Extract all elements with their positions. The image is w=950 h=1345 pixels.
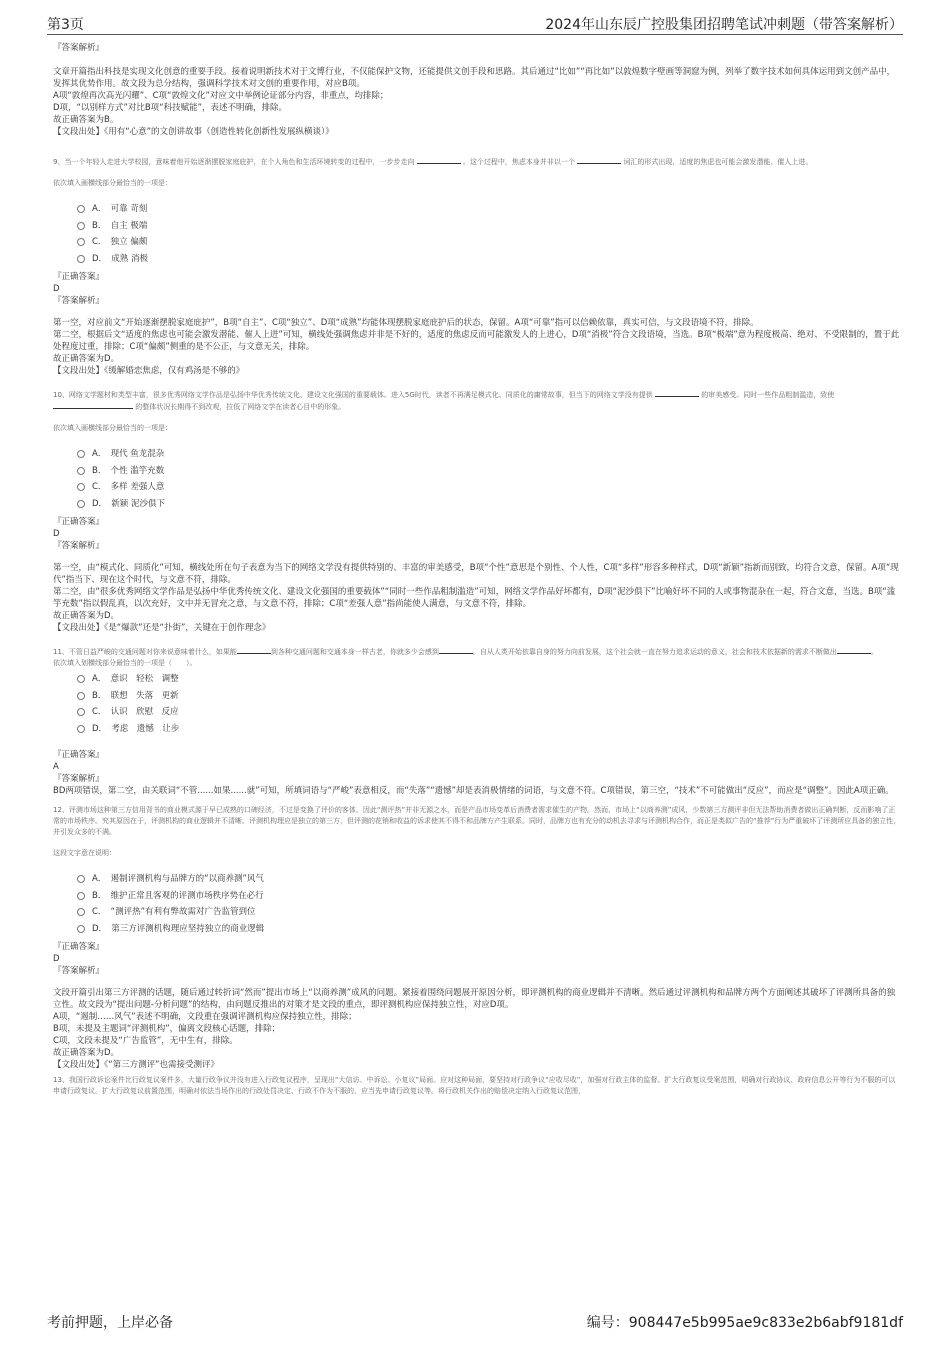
q12-options [77, 871, 901, 937]
q11-option-c[interactable]: C． 认识 欣慰 反应 [77, 704, 901, 721]
q12-analysis-para4: C项，文段未提及“广告监管”，无中生有，排除。 [53, 1036, 238, 1046]
q9-prompt: 依次填入画横线部分最恰当的一项是： [53, 179, 172, 187]
q11-answer: A [53, 762, 59, 772]
q8-conclusion: 故正确答案为B。 [53, 115, 119, 125]
q9-options [77, 201, 901, 267]
q12-option-a[interactable]: A． 遏制评测机构与品牌方的“以商养测”风气 [77, 871, 901, 888]
q10-option-c[interactable]: C． 多样 差强人意 [77, 479, 901, 496]
page-number: 第3页 [47, 17, 84, 33]
document-title: 2024年山东辰广控股集团招聘笔试冲刺题（带答案解析） [545, 17, 903, 33]
q10-analysis-label: 『答案解析』 [53, 541, 105, 551]
q12-analysis-label: 『答案解析』 [53, 966, 105, 976]
radio-icon[interactable] [77, 238, 85, 246]
q10-option-b[interactable]: B． 个性 滥竽充数 [77, 463, 901, 480]
q10-answer: D [53, 529, 60, 539]
q12-option-b[interactable]: B． 维护正常且客观的评测市场秩序势在必行 [77, 888, 901, 905]
q11-options [77, 671, 901, 737]
q12-stem: 12、评测市场这种第三方信用背书的商业模式源于早已成熟的口碑经济，不过是变换了评价的客体，因此“测评热”并非无源之水，而是产品市场变革后消费者需求催生的产物。然而，市场上“以商养测”成风，少数第三方测评非但无法帮助消费者做出正确判断，反而影响了正常的市场秩序。究其原因在于，评测机构的商业逻辑并不清晰。评测机构理应是独立的第三方，但评测的花销和收益的诉求使其不得不和品牌方产生联系。同时，品牌方也有充分的动机去寻求与评测机构合作，而正是类似广告的“推荐”行为严重破坏了评测所应具备的独立性，并引发众多的不满。 [53, 806, 901, 836]
q12-analysis-para1: 文段开篇引出第三方评测的话题，随后通过转折词“然而”提出市场上“以商养测”成风的问题。紧接着围绕问题展开原因分析，即评测机构的商业逻辑并不清晰。然后通过评测机构和品牌方两个方面阐述其破坏了评测所具备的独立性。故文段为“提出问题-分析问题”的结构，由问题反推出的对策才是文段的重点，即评测机构应保持独立性，对应D项。 [53, 988, 896, 1010]
q11-analysis-para1: BD两项错误，第二空，由关联词“不管......如果......就”可知，所填词语与“严峻”表意相反，而“失落”“遗憾”却是表消极情绪的词语，与文意不符。C项错误，第三空，“技术”不可能做出“反应”，而应是“调整”。因此A项正确。 [53, 786, 894, 796]
document-id: 编号：908447e5b995ae9c833e2b6abf9181df [586, 1315, 903, 1331]
document-body [53, 42, 901, 1312]
q8-analysis-para3: D项，“以别样方式”对比B项“科技赋能”，表述不明确，排除。 [53, 103, 287, 113]
q11-option-a[interactable]: A． 意识 轻松 调整 [77, 671, 901, 688]
q10-conclusion: 故正确答案为D。 [53, 611, 120, 621]
q8-analysis-label: 『答案解析』 [53, 43, 105, 53]
q9-option-d[interactable]: D． 成熟 消极 [77, 251, 901, 268]
q8-analysis-para1: 文章开篇指出科技是实现文化创意的重要手段。接着说明新技术对于文博行业，不仅能保护文物，还能提供文创手段和思路。其后通过“比如”“再比如”以敦煌数字壁画等洞窟为例，列举了数字技术如何具体运用到文创产品中，发挥其优势作用。故文段为总分结构，强调科学技术对文创的重要作用，对应B项。 [53, 67, 896, 89]
radio-icon[interactable] [77, 205, 85, 213]
q12-answer: D [53, 954, 60, 964]
q10-answer-label: 『正确答案』 [53, 517, 105, 527]
q9-source: 【文段出处】《缓解婚恋焦虑，仅有鸡汤是不够的》 [53, 366, 245, 376]
page-header [47, 12, 903, 35]
q10-prompt: 依次填入画横线部分最恰当的一项是： [53, 424, 172, 432]
q10-source: 【文段出处】《是“爆款”还是“扑街”，关键在于创作理念》 [53, 623, 271, 633]
q11-option-b[interactable]: B． 联想 失落 更新 [77, 688, 901, 705]
q12-conclusion: 故正确答案为D。 [53, 1048, 120, 1058]
radio-icon[interactable] [77, 692, 85, 700]
q12-prompt: 这段文字意在说明： [53, 849, 116, 857]
q9-stem: 9、当一个年轻人走进大学校园，意味着他开始逐渐摆脱家庭庇护，在个人角色和生活环境转变的过程中，一步步走向 。这个过程中，焦虑本身并非以一个 词汇的形式出现，适度的焦虑也可能会激发潜能、催人上进。 [53, 158, 813, 166]
q12-option-c[interactable]: C． “测评热”有利有弊故需对广告监管到位 [77, 904, 901, 921]
q11-answer-label: 『正确答案』 [53, 750, 105, 760]
q9-answer-label: 『正确答案』 [53, 272, 105, 282]
q12-analysis-para2: A项，“遏制……风气”表述不明确，文段重在强调评测机构应保持独立性，排除； [53, 1012, 357, 1022]
radio-icon[interactable] [77, 483, 85, 491]
q12-analysis-para3: B项，未提及主题词“评测机构”，偏离文段核心话题，排除； [53, 1024, 281, 1034]
q12-option-d[interactable]: D． 第三方评测机构理应坚持独立的商业逻辑 [77, 921, 901, 938]
q10-options [77, 446, 901, 512]
q9-analysis-para2: 第二空，根据后文“适度的焦虑也可能会激发潜能、催人上进”可知，横线处强调焦虑并非是不好的，适度的焦虑反而可能激发人的上进心，D项“消极”符合文段语境，当选。B项“极端”意为程度极高、绝对、不受限制的，置于此处程度过重，排除；C项“偏颇”侧重的是不公正，与文意无关，排除。 [53, 330, 900, 352]
q10-option-d[interactable]: D． 新颖 泥沙俱下 [77, 496, 901, 513]
q13-stem: 13、我国行政诉讼案件比行政复议案件多，大量行政争议并没有进入行政复议程序，呈现出“大信访、中诉讼、小复议”局面。应对这种局面，要坚持对行政争议“应收尽收”，加强对行政主体的监督。扩大行政复议受案范围，明确对行政协议、政府信息公开等行为不服的可以申请行政复议。扩大行政复议前置范围，明确对依法当场作出的行政处罚决定、行政不作为不服的，应当先申请行政复议等。将行政机关作出的赔偿决定纳入行政复议范围， [53, 1076, 896, 1095]
q12-answer-label: 『正确答案』 [53, 942, 105, 952]
radio-icon[interactable] [77, 675, 85, 683]
q9-analysis-para1: 第一空，对应前文“开始逐渐摆脱家庭庇护”，B项“自主”、C项“独立”、D项“成熟”均能体现摆脱家庭庇护后的状态，保留。A项“可靠”指可以信赖依靠，真实可信，与文段语境不符，排除。 [53, 318, 759, 328]
q11-analysis-label: 『答案解析』 [53, 774, 105, 784]
q10-analysis-para2: 第二空，由“很多优秀网络文学作品是弘扬中华优秀传统文化、建设文化强国的重要载体”“同时一些作品粗制滥造”可知，网络文学作品好坏都有，D项“泥沙俱下”比喻好坏不同的人或事物混杂在一起，符合文意，当选。B项“滥竽充数”指以假乱真，以次充好，文中并无冒充之意，与文意不符，排除；C项“差强人意”指尚能使人满意，与文意不符，排除。 [53, 587, 896, 609]
radio-icon[interactable] [77, 450, 85, 458]
radio-icon[interactable] [77, 255, 85, 263]
q9-option-c[interactable]: C． 独立 偏颇 [77, 234, 901, 251]
radio-icon[interactable] [77, 725, 85, 733]
q11-stem: 11、不管日益严峻的交通问题对你来说意味着什么，如果能 到各种交通问题和交通本身一样古老，你就多少会感到 。自从人类开始依靠自身的努力向前发展，这个社会就一直在努力追求运动的意义，社会和技术依据新的需求不断做出 。 [53, 648, 878, 656]
page-footer [47, 1312, 903, 1332]
radio-icon[interactable] [77, 500, 85, 508]
q9-conclusion: 故正确答案为D。 [53, 354, 120, 364]
radio-icon[interactable] [77, 222, 85, 230]
q8-source: 【文段出处】《用有“心意”的文创讲故事（创造性转化创新性发展纵横谈）》 [53, 127, 334, 137]
q10-analysis-para1: 第一空，由“模式化、同质化”可知，横线处所在句子表意为当下的网络文学没有提供特别的、丰富的审美感受，B项“个性”意思是个别性、个人性，C项“多样”形容多种样式，D项“新颖”指新而别致，均符合文意，保留。A项“现代”指当下、现在这个时代，与文意不符，排除。 [53, 563, 899, 585]
footer-slogan: 考前押题，上岸必备 [47, 1315, 173, 1331]
radio-icon[interactable] [77, 892, 85, 900]
q9-answer: D [53, 284, 60, 294]
q10-stem: 10、网络文学题材和类型丰富，很多优秀网络文学作品是弘扬中华优秀传统文化、建设文化强国的重要载体。进入5G时代，读者不再满足模式化、同质化的庸常故事，但当下的网络文学没有提供 的审美感受。同时一些作品粗制滥造，致使 的整体状况长期得不到改观，拉低了网络文学在读者心目中的形象。 [53, 391, 835, 411]
q11-prompt: 依次填入划横线部分最恰当的一项是（ ）。 [53, 659, 197, 667]
q8-analysis-para2: A项“敦煌再次高光闪耀”、C项“敦煌文化”对应文中举例论证部分内容，非重点，均排除； [53, 91, 389, 101]
radio-icon[interactable] [77, 467, 85, 475]
q9-option-a[interactable]: A． 可靠 苛刻 [77, 201, 901, 218]
radio-icon[interactable] [77, 925, 85, 933]
q10-option-a[interactable]: A． 现代 鱼龙混杂 [77, 446, 901, 463]
q9-analysis-label: 『答案解析』 [53, 296, 105, 306]
radio-icon[interactable] [77, 708, 85, 716]
radio-icon[interactable] [77, 875, 85, 883]
q12-source: 【文段出处】《“第三方测评”也需接受测评》 [53, 1060, 220, 1070]
radio-icon[interactable] [77, 908, 85, 916]
q11-option-d[interactable]: D． 考虑 遗憾 让步 [77, 721, 901, 738]
q9-option-b[interactable]: B． 自主 极端 [77, 218, 901, 235]
